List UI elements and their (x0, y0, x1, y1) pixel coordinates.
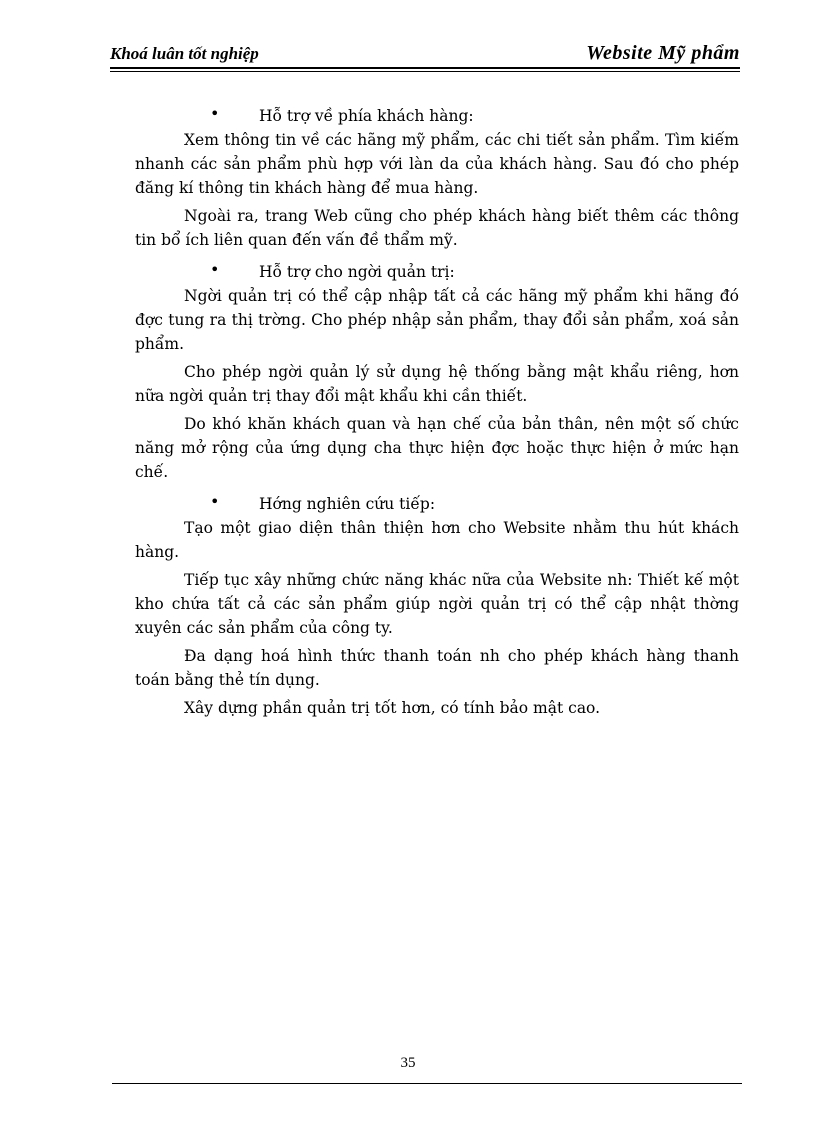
section-heading-text: Hỗ trợ cho ngời quản trị: (259, 263, 455, 281)
footer-rule (112, 1083, 742, 1084)
section-heading-text: Hỗ trợ về phía khách hàng: (259, 107, 474, 125)
paragraph: Cho phép ngời quản lý sử dụng hệ thống bằng mật khẩu riêng, hơn nữa ngời quản trị thay đổi mật khẩu khi cần thiết. (135, 363, 739, 405)
paragraph: Ngoài ra, trang Web cũng cho phép khách hàng biết thêm các thông tin bổ ích liên quan đến vấn đề thẩm mỹ. (135, 207, 739, 249)
section-heading (135, 492, 739, 516)
paragraph: Do khó khăn khách quan và hạn chế của bản thân, nên một số chức năng mở rộng của ứng dụng cha thực hiện đợc hoặc thực hiện ở mức hạn chế. (135, 415, 739, 481)
page-number: 35 (400, 1055, 416, 1071)
page-body (135, 100, 739, 720)
paragraph: Xây dựng phần quản trị tốt hơn, có tính bảo mật cao. (184, 699, 601, 717)
header-right-title: Website Mỹ phẩm (586, 42, 740, 64)
bullet-icon: • (210, 492, 220, 511)
paragraph: Tạo một giao diện thân thiện hơn cho Website nhằm thu hút khách hàng. (135, 519, 739, 561)
bullet-icon: • (210, 260, 220, 279)
paragraph: Xem thông tin về các hãng mỹ phẩm, các chi tiết sản phẩm. Tìm kiếm nhanh các sản phẩm phù hợp với làn da của khách hàng. Sau đó cho phép đăng kí thông tin khách hàng để mua hàng. (135, 131, 739, 197)
header-rule-thin (110, 71, 740, 72)
section-heading-text: Hớng nghiên cứu tiếp: (259, 495, 436, 513)
section-heading (135, 260, 739, 284)
header-rule (110, 67, 740, 69)
paragraph: Ngời quản trị có thể cập nhập tất cả các hãng mỹ phẩm khi hãng đó đợc tung ra thị trờng. Cho phép nhập sản phẩm, thay đổi sản phẩm, xoá sản phẩm. (135, 287, 739, 353)
section-heading (135, 104, 739, 128)
paragraph: Tiếp tục xây những chức năng khác nữa của Website nh: Thiết kế một kho chứa tất cả các sản phẩm giúp ngời quản trị có thể cập nhật thờng xuyên các sản phẩm của công ty. (135, 571, 739, 637)
page-header (110, 44, 740, 68)
header-left-title: Khoá luân tốt nghiệp (110, 44, 259, 63)
bullet-icon: • (210, 104, 220, 123)
paragraph: Đa dạng hoá hình thức thanh toán nh cho phép khách hàng thanh toán bằng thẻ tín dụng. (135, 647, 739, 689)
